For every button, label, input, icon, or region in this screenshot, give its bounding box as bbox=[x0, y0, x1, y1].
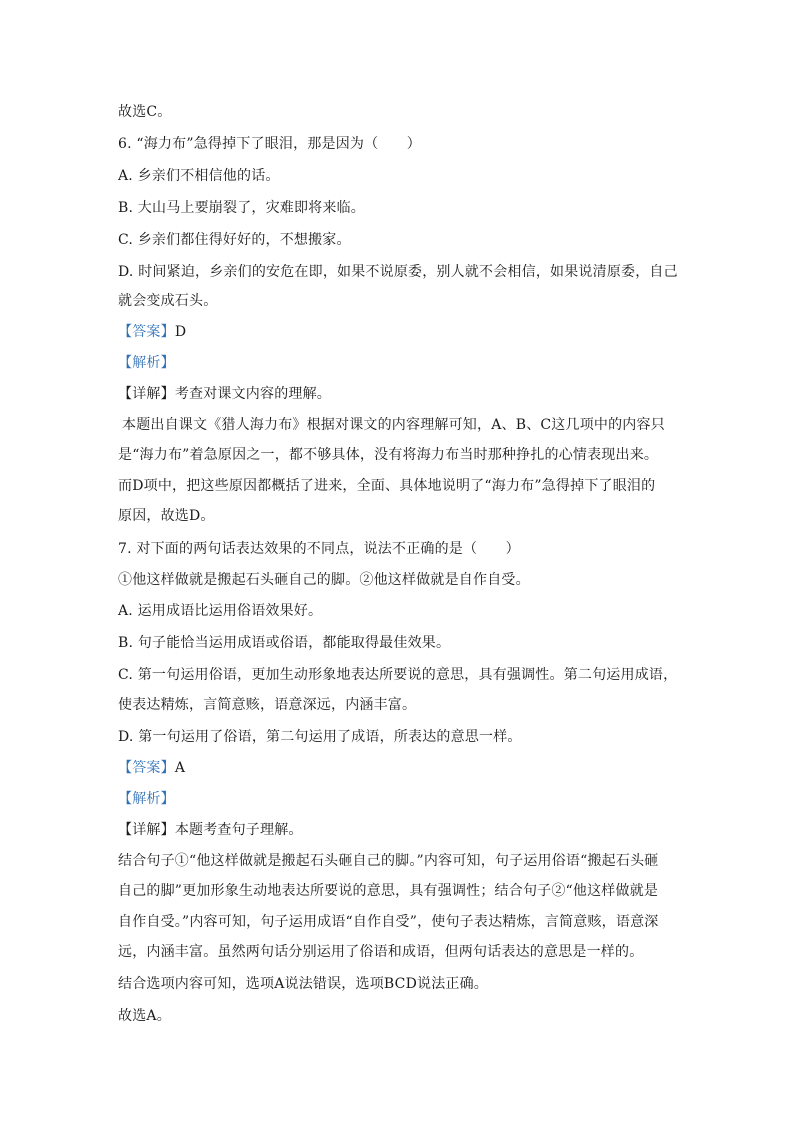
q6-explain-line1: 本题出自课文《猎人海力布》根据对课文的内容理解可知，A、B、C这几项中的内容只 bbox=[122, 417, 665, 433]
q7-option-c-line2: 使表达精炼，言简意赅，语意深远，内涵丰富。 bbox=[118, 697, 417, 713]
q6-answer-label: 【答案】 bbox=[118, 324, 175, 340]
q7-option-c-line1: C. 第一句运用俗语，更加生动形象地表达所要说的意思，具有强调性。第二句运用成语， bbox=[118, 667, 678, 683]
q6-explain-line4: 原因，故选D。 bbox=[118, 508, 215, 524]
q7-option-d: D. 第一句运用了俗语，第二句运用了成语，所表达的意思一样。 bbox=[118, 729, 522, 745]
q7-detail-label: 【详解】 bbox=[118, 822, 175, 838]
q6-answer bbox=[118, 322, 678, 342]
q7-detail-text: 本题考查句子理解。 bbox=[174, 822, 303, 838]
q6-option-a: A. 乡亲们不相信他的话。 bbox=[118, 168, 280, 184]
q6-answer-value: D bbox=[174, 324, 187, 340]
q6-analysis-label: 【解析】 bbox=[118, 355, 175, 371]
q7-answer-label: 【答案】 bbox=[118, 760, 175, 776]
q6-detail-text: 考查对课文内容的理解。 bbox=[174, 386, 332, 402]
q6-explain-line2: 是“海力布”着急原因之一，都不够具体，没有将海力布当时那种挣扎的心情表现出来。 bbox=[118, 447, 659, 463]
q7-explain-line4: 远，内涵丰富。虽然两句话分别运用了俗语和成语，但两句话表达的意思是一样的。 bbox=[118, 944, 644, 960]
q7-detail bbox=[118, 820, 678, 840]
q7-option-a: A. 运用成语比运用俗语效果好。 bbox=[118, 603, 323, 619]
q7-analysis-label: 【解析】 bbox=[118, 791, 175, 807]
q6-detail bbox=[118, 384, 678, 404]
q6-option-d-line1: D. 时间紧迫，乡亲们的安危在即，如果不说原委，别人就不会相信，如果说清原委，自己 bbox=[118, 264, 678, 280]
q6-detail-label: 【详解】 bbox=[118, 386, 175, 402]
q7-sentences: ①他这样做就是搬起石头砸自己的脚。②他这样做就是自作自受。 bbox=[118, 572, 530, 588]
q6-option-d-line2: 就会变成石头。 bbox=[118, 293, 218, 309]
q7-answer bbox=[118, 758, 678, 778]
q6-analysis bbox=[118, 353, 678, 373]
q5-conclusion: 故选C。 bbox=[118, 104, 172, 120]
q7-stem: 7. 对下面的两句话表达效果的不同点，说法不正确的是（ ） bbox=[118, 541, 520, 557]
q6-explain-line3: 而D项中，把这些原因都概括了进来，全面、具体地说明了“海力布”急得掉下了眼泪的 bbox=[118, 478, 656, 494]
q7-explain-line2: 自己的脚”更加形象生动地表达所要说的意思，具有强调性；结合句子②“他这样做就是 bbox=[118, 883, 659, 899]
q7-explain-line5: 结合选项内容可知，选项A说法错误，选项BCD说法正确。 bbox=[118, 976, 488, 992]
q6-option-b: B. 大山马上要崩裂了，灾难即将来临。 bbox=[118, 200, 365, 216]
q7-analysis bbox=[118, 789, 678, 809]
q7-conclusion: 故选A。 bbox=[118, 1008, 171, 1024]
q7-option-b: B. 句子能恰当运用成语或俗语，都能取得最佳效果。 bbox=[118, 635, 451, 651]
q7-answer-value: A bbox=[174, 760, 186, 776]
q7-explain-line1: 结合句子①“他这样做就是搬起石头砸自己的脚。”内容可知，句子运用俗语“搬起石头砸 bbox=[118, 853, 659, 869]
q7-explain-line3: 自作自受。”内容可知，句子运用成语“自作自受”，使句子表达精炼，言简意赅，语意深 bbox=[118, 914, 659, 930]
q6-stem: 6. “海力布”急得掉下了眼泪，那是因为（ ） bbox=[118, 136, 421, 152]
q6-option-c: C. 乡亲们都住得好好的，不想搬家。 bbox=[118, 232, 351, 248]
